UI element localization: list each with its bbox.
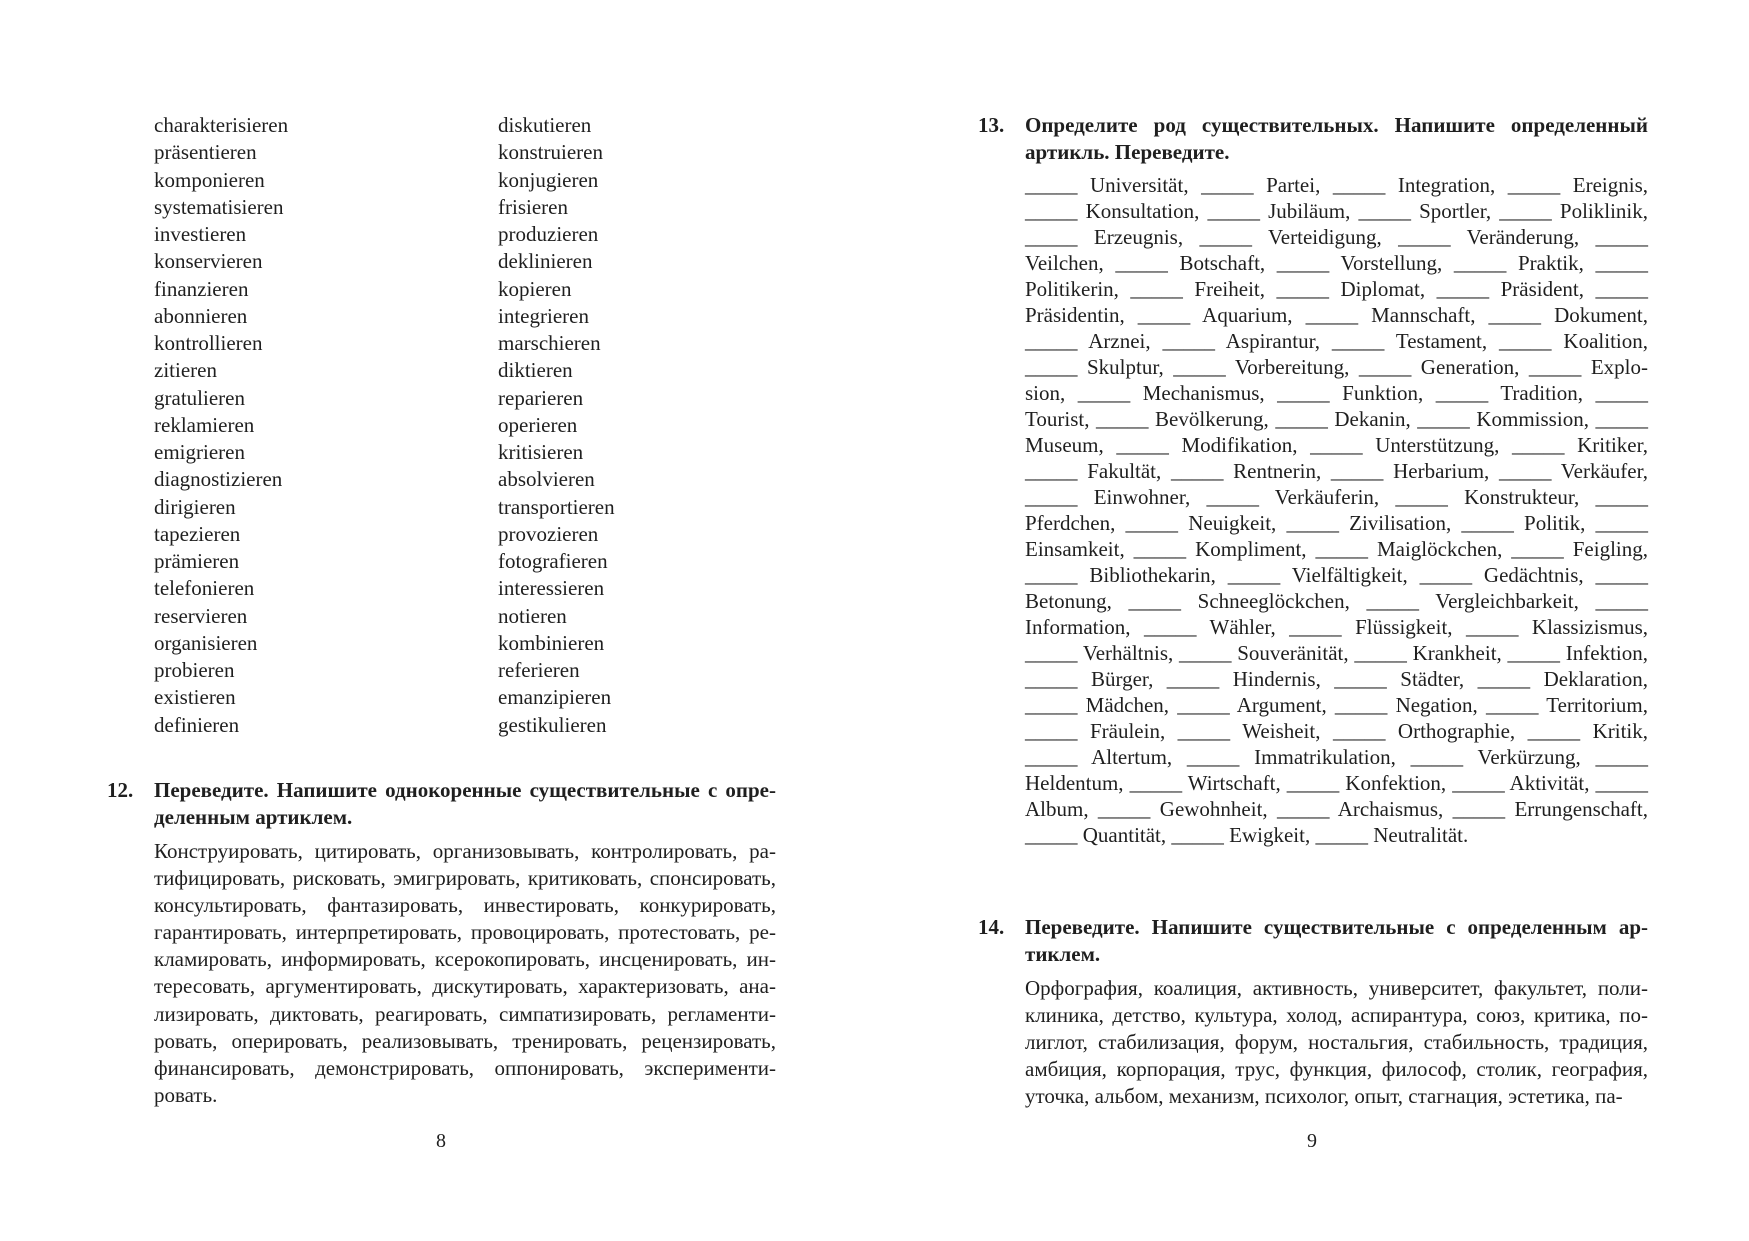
verb-list-column-1 [154,112,454,739]
verb-list-item: systematisieren [154,194,284,219]
verb-list-item: provozieren [498,521,599,546]
verb-list-item: interessieren [498,576,605,601]
verb-list-item: konjugieren [498,167,599,192]
exercise-13-body: _____ Universität, _____ Partei, _____ Integration, _____ Ereignis, _____ Konsultation, _____ Jubiläum, _____ Sportler, _____ Poliklinik, _____ Erzeugnis, _____ Verteidigung, _____ Veränderung, _____ Veilchen, _____ Botschaft, _____ Vorstellung, _____ Praktik, _____ Politikerin, _____ Freiheit, _____ Diplomat, _____ Präsident, _____ Präsidentin, _____ Aquarium, _____ Mannschaft, _____ Dokument, _____ Arznei, _____ Aspirantur, _____ Testament, _____ Koalition, _____ Skulptur, _____ Vorbereitung, _____ Generation, _____ Explosion, _____ Mechanismus, _____ Funktion, _____ Tradition, _____ Tourist, _____ Bevölkerung, _____ Dekanin, _____ Kommission, _____ Museum, _____ Modifikation, _____ Unterstützung, _____ Kritiker, _____ Fakultät, _____ Rentnerin, _____ Herbarium, _____ Verkäufer, _____ Einwohner, _____ Verkäuferin, _____ Konstrukteur, _____ Pferdchen, _____ Neuigkeit, _____ Zivilisation, _____ Politik, _____ Einsamkeit, _____ Kompliment, _____ Maiglöckchen, _____ Feigling, _____ Bibliothekarin, _____ Vielfältigkeit, _____ Gedächtnis, _____ Betonung, _____ Schneeglöckchen, _____ Vergleichbarkeit, _____ Information, _____ Wähler, _____ Flüssigkeit, _____ Klassizismus, _____ Verhältnis, _____ Souveränität, _____ Krankheit, _____ Infektion, _____ Bürger, _____ Hindernis, _____ Städter, _____ Deklaration, _____ Mädchen, _____ Argument, _____ Negation, _____ Territorium, _____ Fräulein, _____ Weisheit, _____ Orthographie, _____ Kritik, _____ Altertum, _____ Immatrikulation, _____ Verkürzung, _____ Heldentum, _____ Wirtschaft, _____ Konfektion, _____ Aktivität, _____ Album, _____ Gewohnheit, _____ Archaismus, _____ Errungenschaft, _____ Quantität, _____ Ewigkeit, _____ Neutralität. [1025,173,1648,847]
exercise-14-number: 14. [978,915,1005,939]
verb-list-item: investieren [154,222,247,246]
verb-list-item: produzieren [498,222,599,246]
verb-list-item: reservieren [154,603,248,628]
verb-list-item: reparieren [498,385,584,410]
exercise-13-heading-text: Определите род существительных. Напишите определенный артикль. Переведите. [1025,113,1648,164]
verb-list-item: zitieren [154,358,217,383]
verb-list-item: konservieren [154,249,263,274]
verb-list-item: existieren [154,685,236,710]
exercise-12 [107,777,776,1109]
verb-list-item: finanzieren [154,276,249,301]
verb-list-item: probieren [154,658,235,682]
exercise-12-heading-text: Переведите. Напишите однокоренные существительные с определенным артиклем. [154,778,776,829]
exercise-14-heading [978,914,1648,968]
verb-list-item: konstruieren [498,140,603,165]
exercise-14-heading-text: Переведите. Напишите существительные с определенным артиклем. [1025,915,1648,966]
verb-list-item: komponieren [154,167,265,192]
verb-list-item: notieren [498,603,567,628]
verb-list-item: kritisieren [498,440,584,464]
exercise-13-number: 13. [978,113,1005,137]
exercise-12-heading [107,777,776,831]
verb-list-item: abonnieren [154,303,248,328]
exercise-14-body: Орфография, коалиция, активность, университет, факультет, поликлиника, детство, культура, холод, аспирантура, союз, критика, полиглот, стабилизация, форум, ностальгия, стабильность, традиция, амбиция, корпорация, трус, функция, философ, столик, география, уточка, альбом, механизм, психолог, опыт, стагнация, эстетика, па- [1025,976,1648,1109]
verb-list-item: operieren [498,412,578,437]
verb-list-item: diskutieren [498,113,592,137]
verb-list-item: referieren [498,658,580,682]
verb-list-item: prämieren [154,549,240,573]
verb-list-item: gratulieren [154,385,245,410]
verb-list-item: emanzipieren [498,685,612,710]
page-number-left: 8 [436,1130,446,1152]
verb-list-column-2 [498,112,798,739]
verb-list-item: deklinieren [498,249,593,274]
verb-list-item: frisieren [498,194,568,219]
exercise-12-number: 12. [107,778,134,802]
verb-list-item: marschieren [498,331,601,355]
exercise-13-heading [978,112,1648,166]
verb-list-item: kopieren [498,276,572,301]
verb-list-item: transportieren [498,494,615,519]
verb-list-item: definieren [154,712,240,737]
verb-list-item: fotografieren [498,549,608,573]
verb-list-item: reklamieren [154,412,255,437]
verb-list-item: tapezieren [154,521,241,546]
exercise-14 [978,914,1648,1110]
verb-list-item: kombinieren [498,630,605,655]
verb-list-item: diktieren [498,358,573,383]
verb-list-item: emigrieren [154,440,245,464]
verb-list-item: gestikulieren [498,712,607,737]
verb-list-item: absolvieren [498,467,595,492]
exercise-12-body: Конструировать, цитировать, организовывать, контролировать, ратифицировать, рисковать, эмигрировать, критиковать, спонсировать, консультировать, фантазировать, инвестировать, конкурировать, гарантировать, интерпретировать, провоцировать, протестовать, рекламировать, информировать, ксерокопировать, инсценировать, интересовать, аргументировать, дискутировать, характеризовать, анализировать, диктовать, реагировать, симпатизировать, регламентировать, оперировать, реализовывать, тренировать, рецензировать, финансировать, демонстрировать, оппонировать, экспериментировать. [154,839,776,1107]
verb-list-item: integrieren [498,303,589,328]
page-number-right: 9 [1307,1130,1317,1152]
verb-list-item: charakterisieren [154,113,289,137]
verb-list-item: dirigieren [154,494,236,519]
verb-list-item: telefonieren [154,576,255,601]
verb-list-item: organisieren [154,630,258,655]
exercise-13 [978,112,1648,848]
verb-list-item: kontrollieren [154,331,263,355]
verb-list-item: präsentieren [154,140,257,165]
verb-list-item: diagnostizieren [154,467,283,492]
